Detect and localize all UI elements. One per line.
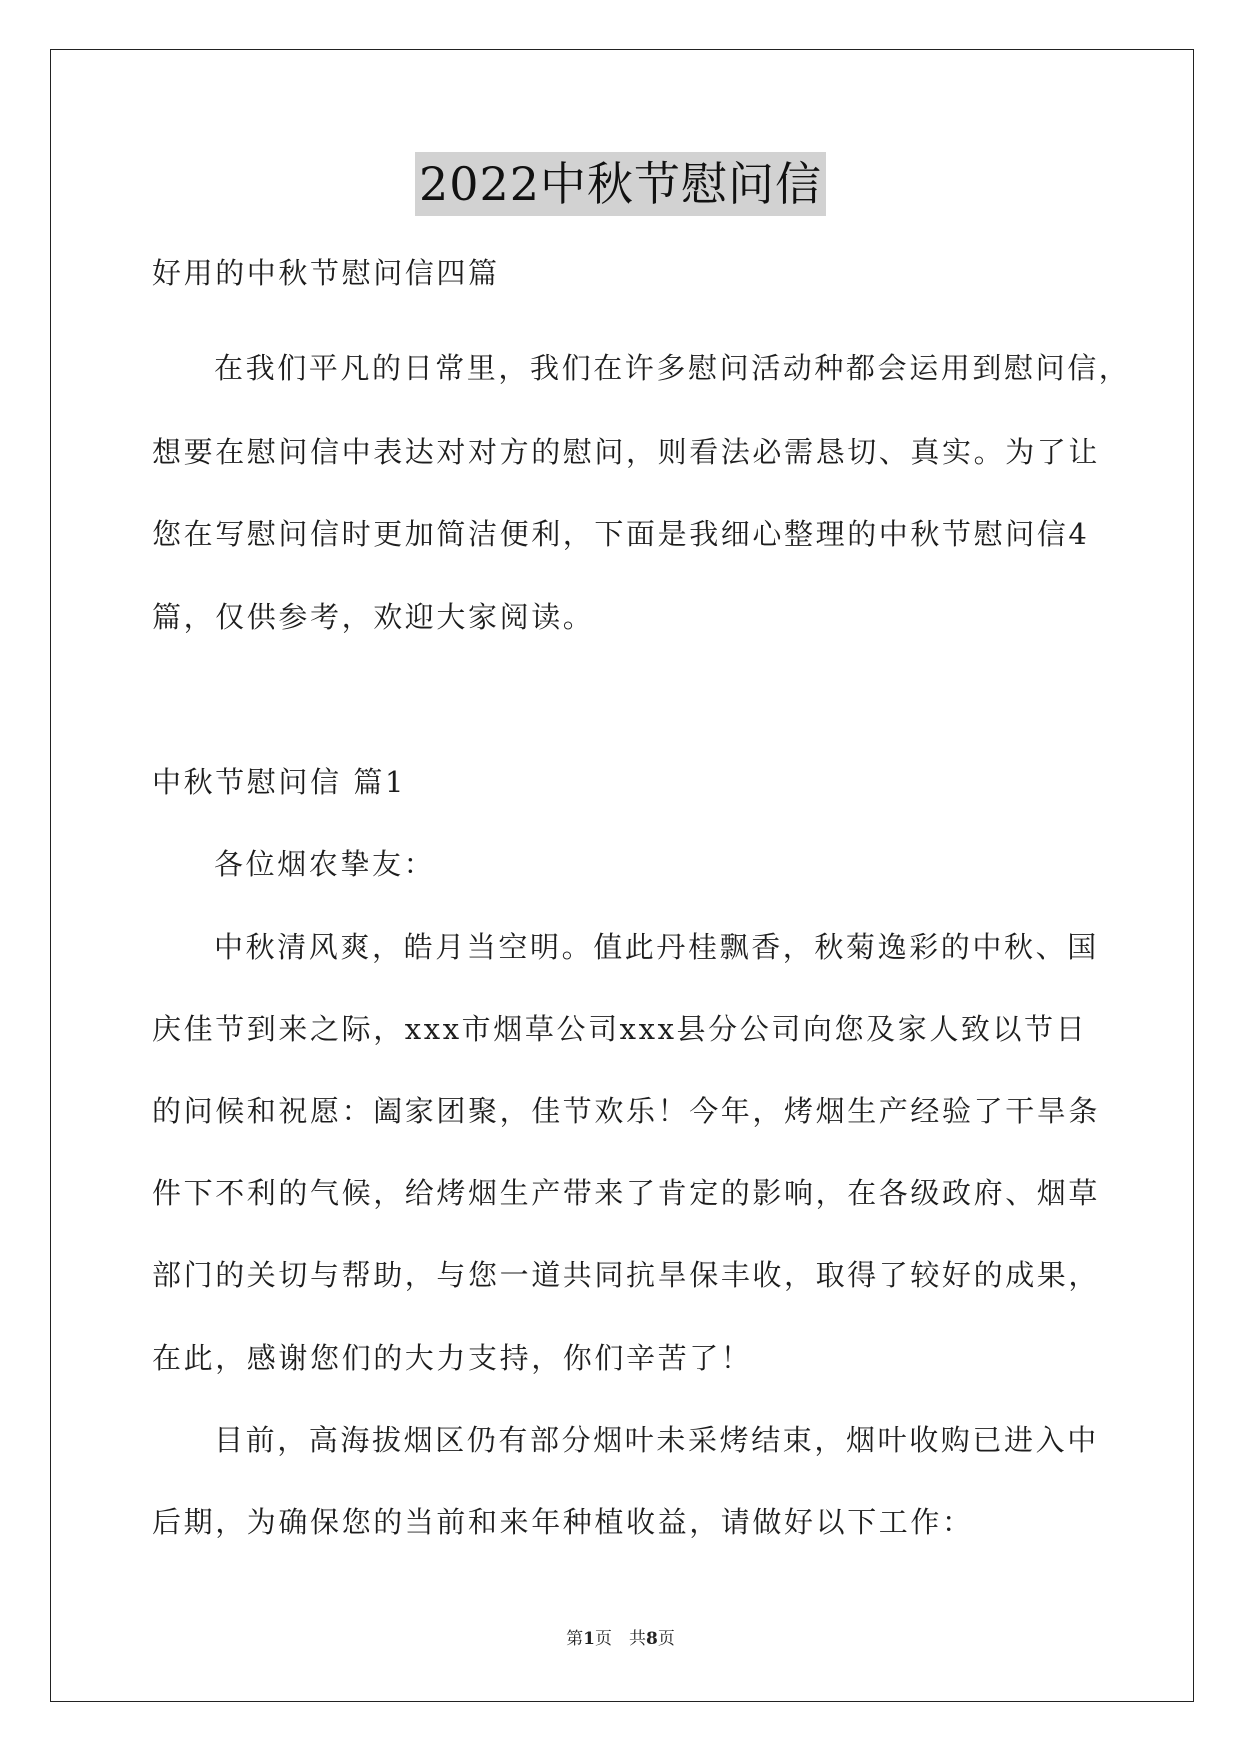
salutation: 各位烟农挚友： [214,847,436,881]
intro-line: 在我们平凡的日常里，我们在许多慰问活动种都会运用到慰问信， [214,351,1131,385]
body-line: 的问候和祝愿：阖家团聚，佳节欢乐！今年，烤烟生产经验了干旱条 [152,1094,1101,1128]
section-heading: 中秋节慰问信 篇1 [152,765,407,799]
document-subtitle: 好用的中秋节慰问信四篇 [152,256,500,290]
intro-line: 篇，仅供参考，欢迎大家阅读。 [152,600,595,634]
body-line: 庆佳节到来之际，xxx市烟草公司xxx县分公司向您及家人致以节日 [152,1012,1088,1046]
body-line: 目前，高海拔烟区仍有部分烟叶未采烤结束，烟叶收购已进入中 [214,1423,1099,1457]
body-line: 中秋清风爽，皓月当空明。值此丹桂飘香，秋菊逸彩的中秋、国 [214,930,1099,964]
document-title: 2022中秋节慰问信 [415,152,826,216]
intro-line: 您在写慰问信时更加简洁便利，下面是我细心整理的中秋节慰问信4 [152,517,1090,551]
page-footer [0,1628,1241,1650]
body-line: 部门的关切与帮助，与您一道共同抗旱保丰收，取得了较好的成果， [152,1258,1101,1292]
body-line: 在此，感谢您们的大力支持，你们辛苦了！ [152,1341,753,1375]
body-line: 后期，为确保您的当前和来年种植收益，请做好以下工作： [152,1505,974,1539]
current-page-number: 1 [583,1629,595,1649]
title-container [0,152,1241,216]
body-line: 件下不利的气候，给烤烟生产带来了肯定的影响，在各级政府、烟草 [152,1176,1101,1210]
intro-line: 想要在慰问信中表达对对方的慰问，则看法必需恳切、真实。为了让 [152,435,1101,469]
total-page-number: 8 [646,1629,658,1649]
page-mid: 页 共 [595,1629,646,1649]
page-suffix: 页 [657,1629,675,1649]
page-prefix: 第 [566,1629,584,1649]
